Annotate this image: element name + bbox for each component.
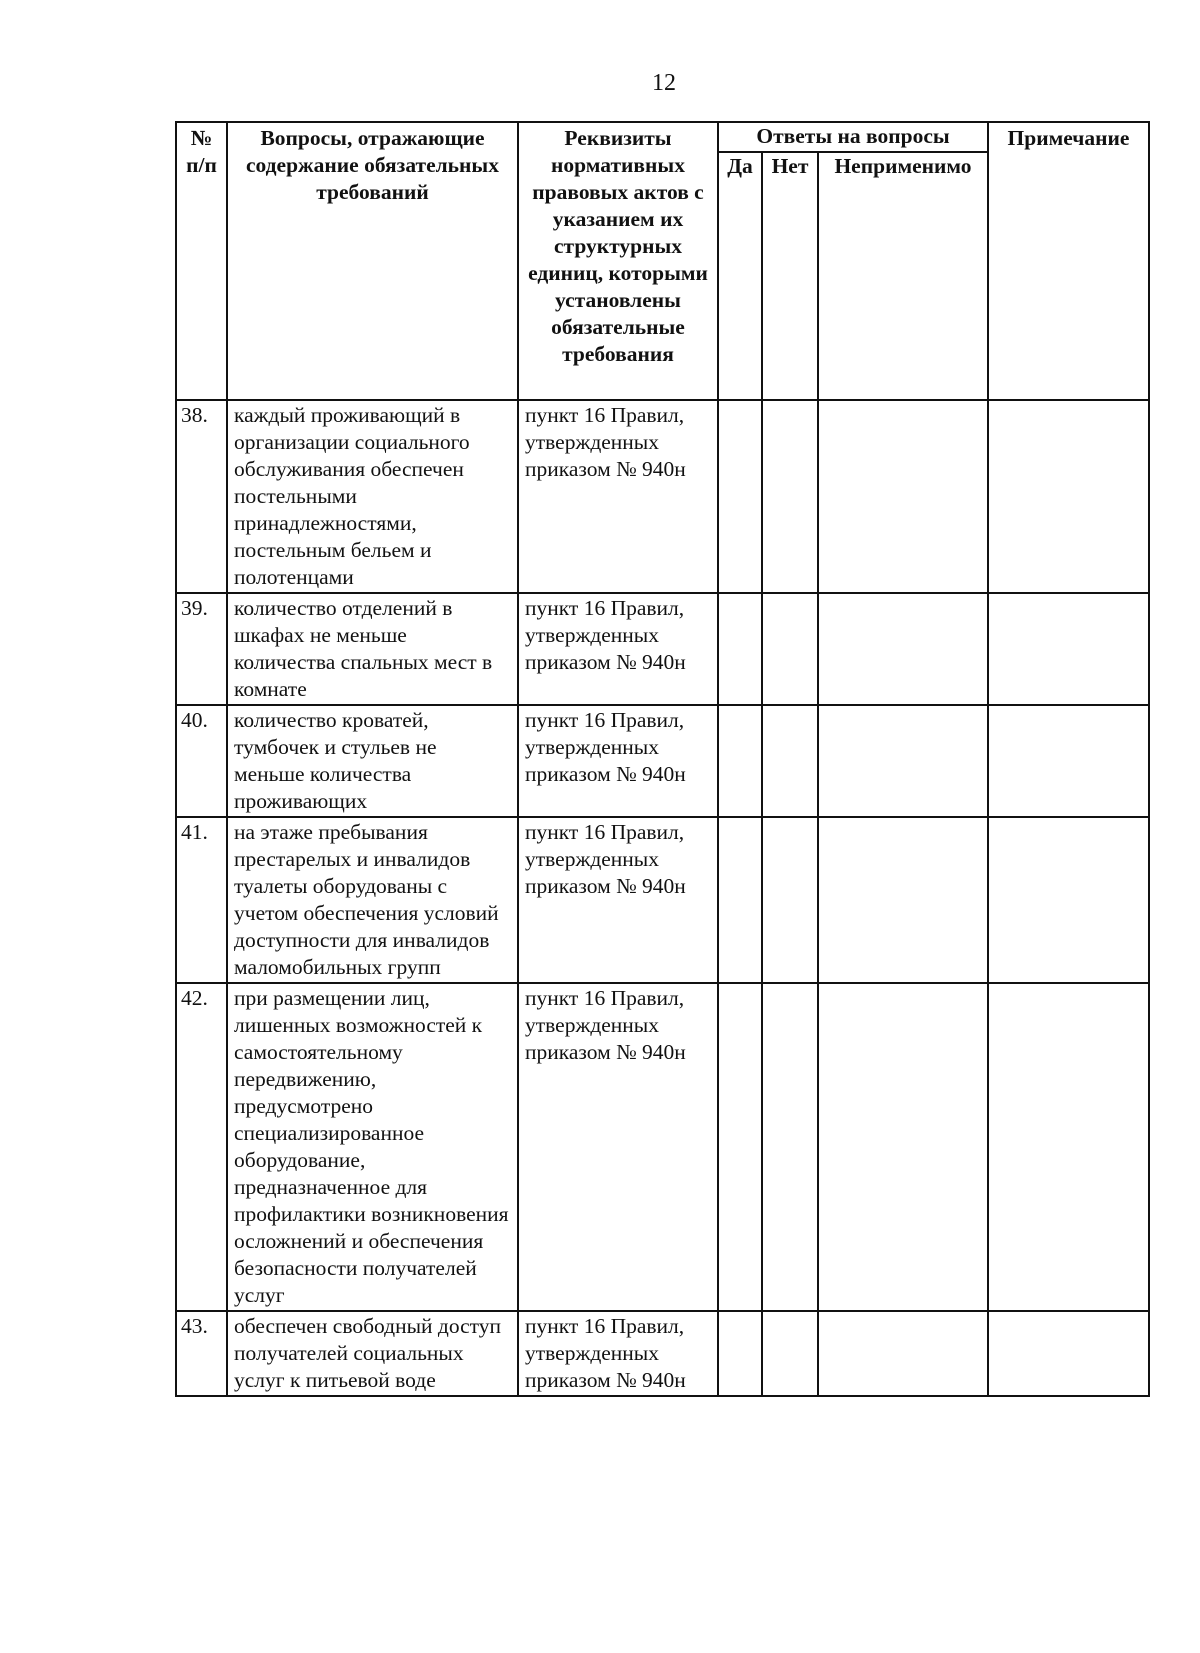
- answer-not-applicable-cell[interactable]: [818, 1311, 988, 1396]
- col-header-question: Вопросы, отражающие содержание обязательных требований: [227, 122, 518, 400]
- row-number: 38.: [176, 400, 227, 593]
- row-question: количество отделений в шкафах не меньше количества спальных мест в комнате: [227, 593, 518, 705]
- col-header-no: Нет: [762, 152, 818, 400]
- col-header-yes: Да: [718, 152, 762, 400]
- table-row: [176, 593, 1149, 705]
- row-reference: пункт 16 Правил, утвержденных приказом № 940н: [518, 705, 718, 817]
- answer-no-cell[interactable]: [762, 983, 818, 1311]
- col-header-reference: Реквизиты нормативных правовых актов с указанием их структурных единиц, которыми установлены обязательные требования: [518, 122, 718, 400]
- row-question: на этаже пребывания престарелых и инвалидов туалеты оборудованы с учетом обеспечения условий доступности для инвалидов маломобильных групп: [227, 817, 518, 983]
- row-question: при размещении лиц, лишенных возможностей к самостоятельному передвижению, предусмотрено специализированное оборудование, предназначенное для профилактики возникновения осложнений и обеспечения безопасности получателей услуг: [227, 983, 518, 1311]
- header-row-1: [176, 122, 1149, 152]
- answer-yes-cell[interactable]: [718, 705, 762, 817]
- row-number: 41.: [176, 817, 227, 983]
- answer-yes-cell[interactable]: [718, 400, 762, 593]
- note-cell[interactable]: [988, 593, 1149, 705]
- answer-no-cell[interactable]: [762, 1311, 818, 1396]
- note-cell[interactable]: [988, 400, 1149, 593]
- col-header-not-applicable: Неприменимо: [818, 152, 988, 400]
- row-question: количество кроватей, тумбочек и стульев не меньше количества проживающих: [227, 705, 518, 817]
- answer-not-applicable-cell[interactable]: [818, 400, 988, 593]
- row-reference: пункт 16 Правил, утвержденных приказом № 940н: [518, 400, 718, 593]
- row-reference: пункт 16 Правил, утвержденных приказом № 940н: [518, 817, 718, 983]
- row-reference: пункт 16 Правил, утвержденных приказом № 940н: [518, 1311, 718, 1396]
- row-reference: пункт 16 Правил, утвержденных приказом № 940н: [518, 983, 718, 1311]
- answer-not-applicable-cell[interactable]: [818, 817, 988, 983]
- row-question: обеспечен свободный доступ получателей социальных услуг к питьевой воде: [227, 1311, 518, 1396]
- note-cell[interactable]: [988, 983, 1149, 1311]
- col-header-note: Примечание: [988, 122, 1149, 400]
- col-header-number: № п/п: [176, 122, 227, 400]
- table-row: [176, 817, 1149, 983]
- answer-yes-cell[interactable]: [718, 817, 762, 983]
- row-number: 39.: [176, 593, 227, 705]
- row-number: 40.: [176, 705, 227, 817]
- row-number: 42.: [176, 983, 227, 1311]
- note-cell[interactable]: [988, 705, 1149, 817]
- answer-not-applicable-cell[interactable]: [818, 705, 988, 817]
- checklist-table: [175, 121, 1150, 1397]
- answer-not-applicable-cell[interactable]: [818, 983, 988, 1311]
- note-cell[interactable]: [988, 817, 1149, 983]
- row-number: 43.: [176, 1311, 227, 1396]
- page-number: 12: [652, 70, 676, 96]
- answer-yes-cell[interactable]: [718, 1311, 762, 1396]
- row-reference: пункт 16 Правил, утвержденных приказом № 940н: [518, 593, 718, 705]
- answer-yes-cell[interactable]: [718, 983, 762, 1311]
- answer-yes-cell[interactable]: [718, 593, 762, 705]
- answer-no-cell[interactable]: [762, 705, 818, 817]
- answer-no-cell[interactable]: [762, 593, 818, 705]
- answer-not-applicable-cell[interactable]: [818, 593, 988, 705]
- table-row: [176, 705, 1149, 817]
- col-header-answers: Ответы на вопросы: [718, 122, 988, 152]
- row-question: каждый проживающий в организации социального обслуживания обеспечен постельными принадлежностями, постельным бельем и полотенцами: [227, 400, 518, 593]
- table-row: [176, 983, 1149, 1311]
- answer-no-cell[interactable]: [762, 400, 818, 593]
- answer-no-cell[interactable]: [762, 817, 818, 983]
- note-cell[interactable]: [988, 1311, 1149, 1396]
- table-row: [176, 400, 1149, 593]
- table-row: [176, 1311, 1149, 1396]
